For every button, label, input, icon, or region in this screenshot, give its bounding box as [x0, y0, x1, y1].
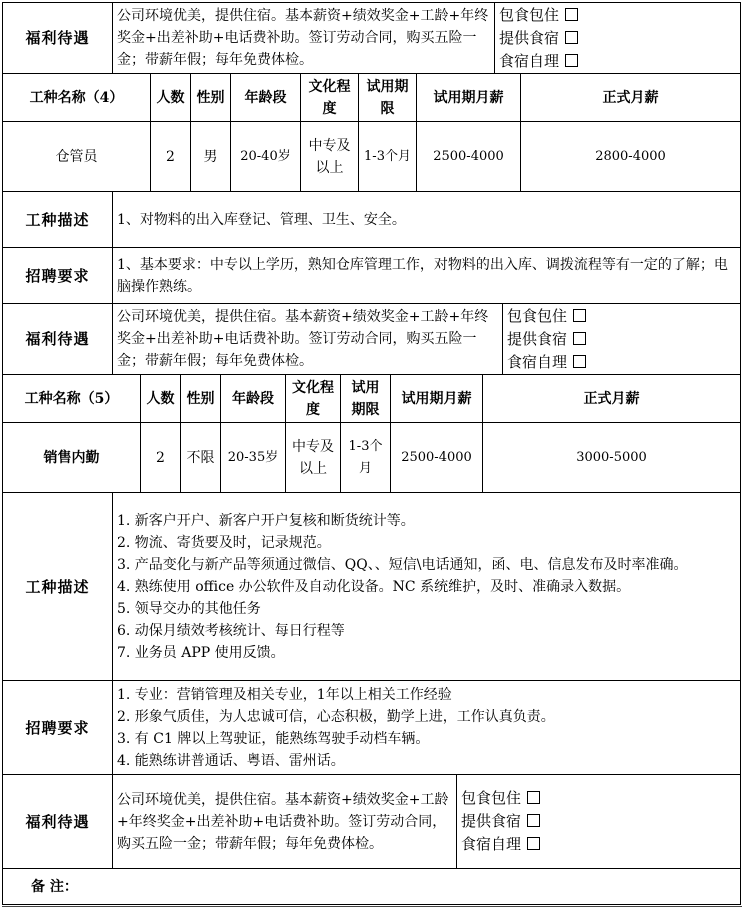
job4-description: 1、对物料的出入库登记、管理、卫生、安全。 — [113, 192, 741, 248]
benefit-option-meals-lodging[interactable]: 提供食宿 — [507, 328, 736, 351]
header-gender: 性别 — [181, 375, 221, 423]
list-item: 1. 专业：营销管理及相关专业，1年以上相关工作经验 — [117, 686, 452, 703]
job5-description — [113, 493, 741, 681]
job-gender: 不限 — [181, 423, 221, 493]
header-count: 人数 — [141, 375, 181, 423]
checkbox-icon[interactable] — [527, 814, 540, 827]
job5-req-label: 招聘要求 — [3, 681, 113, 775]
benefit-table-mid — [2, 303, 741, 375]
checkbox-icon[interactable] — [565, 54, 578, 67]
checkbox-icon[interactable] — [527, 791, 540, 804]
job-regular-salary: 2800-4000 — [521, 122, 741, 192]
job-trial-salary: 2500-4000 — [417, 122, 521, 192]
header-count: 人数 — [151, 74, 191, 122]
header-job-name: 工种名称（4） — [3, 74, 151, 122]
job-age: 20-35岁 — [221, 423, 286, 493]
list-item: 2. 物流、寄货要及时，记录规范。 — [117, 534, 331, 551]
job5-desc-label: 工种描述 — [3, 493, 113, 681]
list-item: 4. 能熟练讲普通话、粤语、雷州话。 — [117, 752, 345, 769]
header-trial-period: 试用期限 — [341, 375, 391, 423]
benefit-option-board-lodging[interactable]: 包食包住 — [507, 305, 736, 328]
remark-field[interactable] — [3, 869, 741, 905]
checkbox-icon[interactable] — [573, 355, 586, 368]
list-item: 1. 新客户开户、新客户开户复核和断货统计等。 — [117, 512, 415, 529]
list-item: 5. 领导交办的其他任务 — [117, 600, 261, 617]
header-regular-salary: 正式月薪 — [483, 375, 741, 423]
header-regular-salary: 正式月薪 — [521, 74, 741, 122]
job-name: 销售内勤 — [3, 423, 141, 493]
benefit-text: 公司环境优美，提供住宿。基本薪资+绩效奖金+工龄+年终奖金+出差补助+电话费补助。签订劳动合同，购买五险一金；带薪年假；每年免费体检。 — [113, 775, 457, 869]
header-age: 年龄段 — [221, 375, 286, 423]
benefit-option-self-arranged[interactable]: 食宿自理 — [461, 833, 736, 856]
job-name: 仓管员 — [3, 122, 151, 192]
header-gender: 性别 — [191, 74, 231, 122]
job-trial-period: 1-3个月 — [359, 122, 417, 192]
header-trial-salary: 试用期月薪 — [417, 74, 521, 122]
benefit-option-meals-lodging[interactable]: 提供食宿 — [461, 810, 736, 833]
benefit-table-top — [2, 2, 741, 74]
job4-details — [2, 191, 741, 304]
list-item: 2. 形象气质佳，为人忠诚可信，心态积极，勤学上进，工作认真负责。 — [117, 708, 555, 725]
benefit-option-self-arranged[interactable]: 食宿自理 — [507, 351, 736, 374]
job-count: 2 — [151, 122, 191, 192]
benefit-table-bottom — [2, 774, 741, 905]
header-job-name: 工种名称（5） — [3, 375, 141, 423]
benefit-option-self-arranged[interactable]: 食宿自理 — [499, 50, 736, 73]
list-item: 3. 有 C1 牌以上驾驶证，能熟练驾驶手动档车辆。 — [117, 730, 430, 747]
benefit-option-meals-lodging[interactable]: 提供食宿 — [499, 27, 736, 50]
job4-req-label: 招聘要求 — [3, 248, 113, 304]
job-age: 20-40岁 — [231, 122, 301, 192]
job4-table — [2, 73, 741, 192]
job5-requirements — [113, 681, 741, 775]
header-education: 文化程度 — [286, 375, 341, 423]
header-age: 年龄段 — [231, 74, 301, 122]
benefit-options — [457, 775, 741, 869]
benefit-label: 福利待遇 — [3, 775, 113, 869]
benefit-options — [503, 304, 741, 375]
benefit-option-board-lodging[interactable]: 包食包住 — [499, 4, 736, 27]
benefit-text: 公司环境优美，提供住宿。基本薪资+绩效奖金+工龄+年终奖金+出差补助+电话费补助。签订劳动合同，购买五险一金；带薪年假；每年免费体检。 — [113, 3, 495, 74]
list-item: 6. 动保月绩效考核统计、每日行程等 — [117, 622, 345, 639]
job-regular-salary: 3000-5000 — [483, 423, 741, 493]
job-trial-salary: 2500-4000 — [391, 423, 483, 493]
checkbox-icon[interactable] — [565, 31, 578, 44]
checkbox-icon[interactable] — [527, 837, 540, 850]
job-education: 中专及以上 — [301, 122, 359, 192]
remark-label: 备 注： — [31, 878, 78, 895]
benefit-option-board-lodging[interactable]: 包食包住 — [461, 787, 736, 810]
checkbox-icon[interactable] — [565, 8, 578, 21]
header-trial-period: 试用期限 — [359, 74, 417, 122]
job4-desc-label: 工种描述 — [3, 192, 113, 248]
job-gender: 男 — [191, 122, 231, 192]
job-trial-period: 1-3个月 — [341, 423, 391, 493]
job5-table — [2, 374, 741, 493]
header-education: 文化程度 — [301, 74, 359, 122]
list-item: 4. 熟练使用 office 办公软件及自动化设备。NC 系统维护，及时、准确录入数据。 — [117, 578, 631, 595]
list-item: 7. 业务员 APP 使用反馈。 — [117, 644, 285, 661]
job4-requirements: 1、基本要求：中专以上学历，熟知仓库管理工作，对物料的出入库、调拨流程等有一定的了解；电脑操作熟练。 — [113, 248, 741, 304]
job-count: 2 — [141, 423, 181, 493]
job-education: 中专及以上 — [286, 423, 341, 493]
job5-details — [2, 492, 741, 775]
list-item: 3. 产品变化与新产品等须通过微信、QQ、、短信\电话通知，函、电、信息发布及时率准确。 — [117, 556, 688, 573]
benefit-label: 福利待遇 — [3, 304, 113, 375]
benefit-label: 福利待遇 — [3, 3, 113, 74]
header-trial-salary: 试用期月薪 — [391, 375, 483, 423]
checkbox-icon[interactable] — [573, 309, 586, 322]
benefit-text: 公司环境优美，提供住宿。基本薪资+绩效奖金+工龄+年终奖金+出差补助+电话费补助。签订劳动合同，购买五险一金；带薪年假；每年免费体检。 — [113, 304, 503, 375]
benefit-options — [495, 3, 741, 74]
checkbox-icon[interactable] — [573, 332, 586, 345]
